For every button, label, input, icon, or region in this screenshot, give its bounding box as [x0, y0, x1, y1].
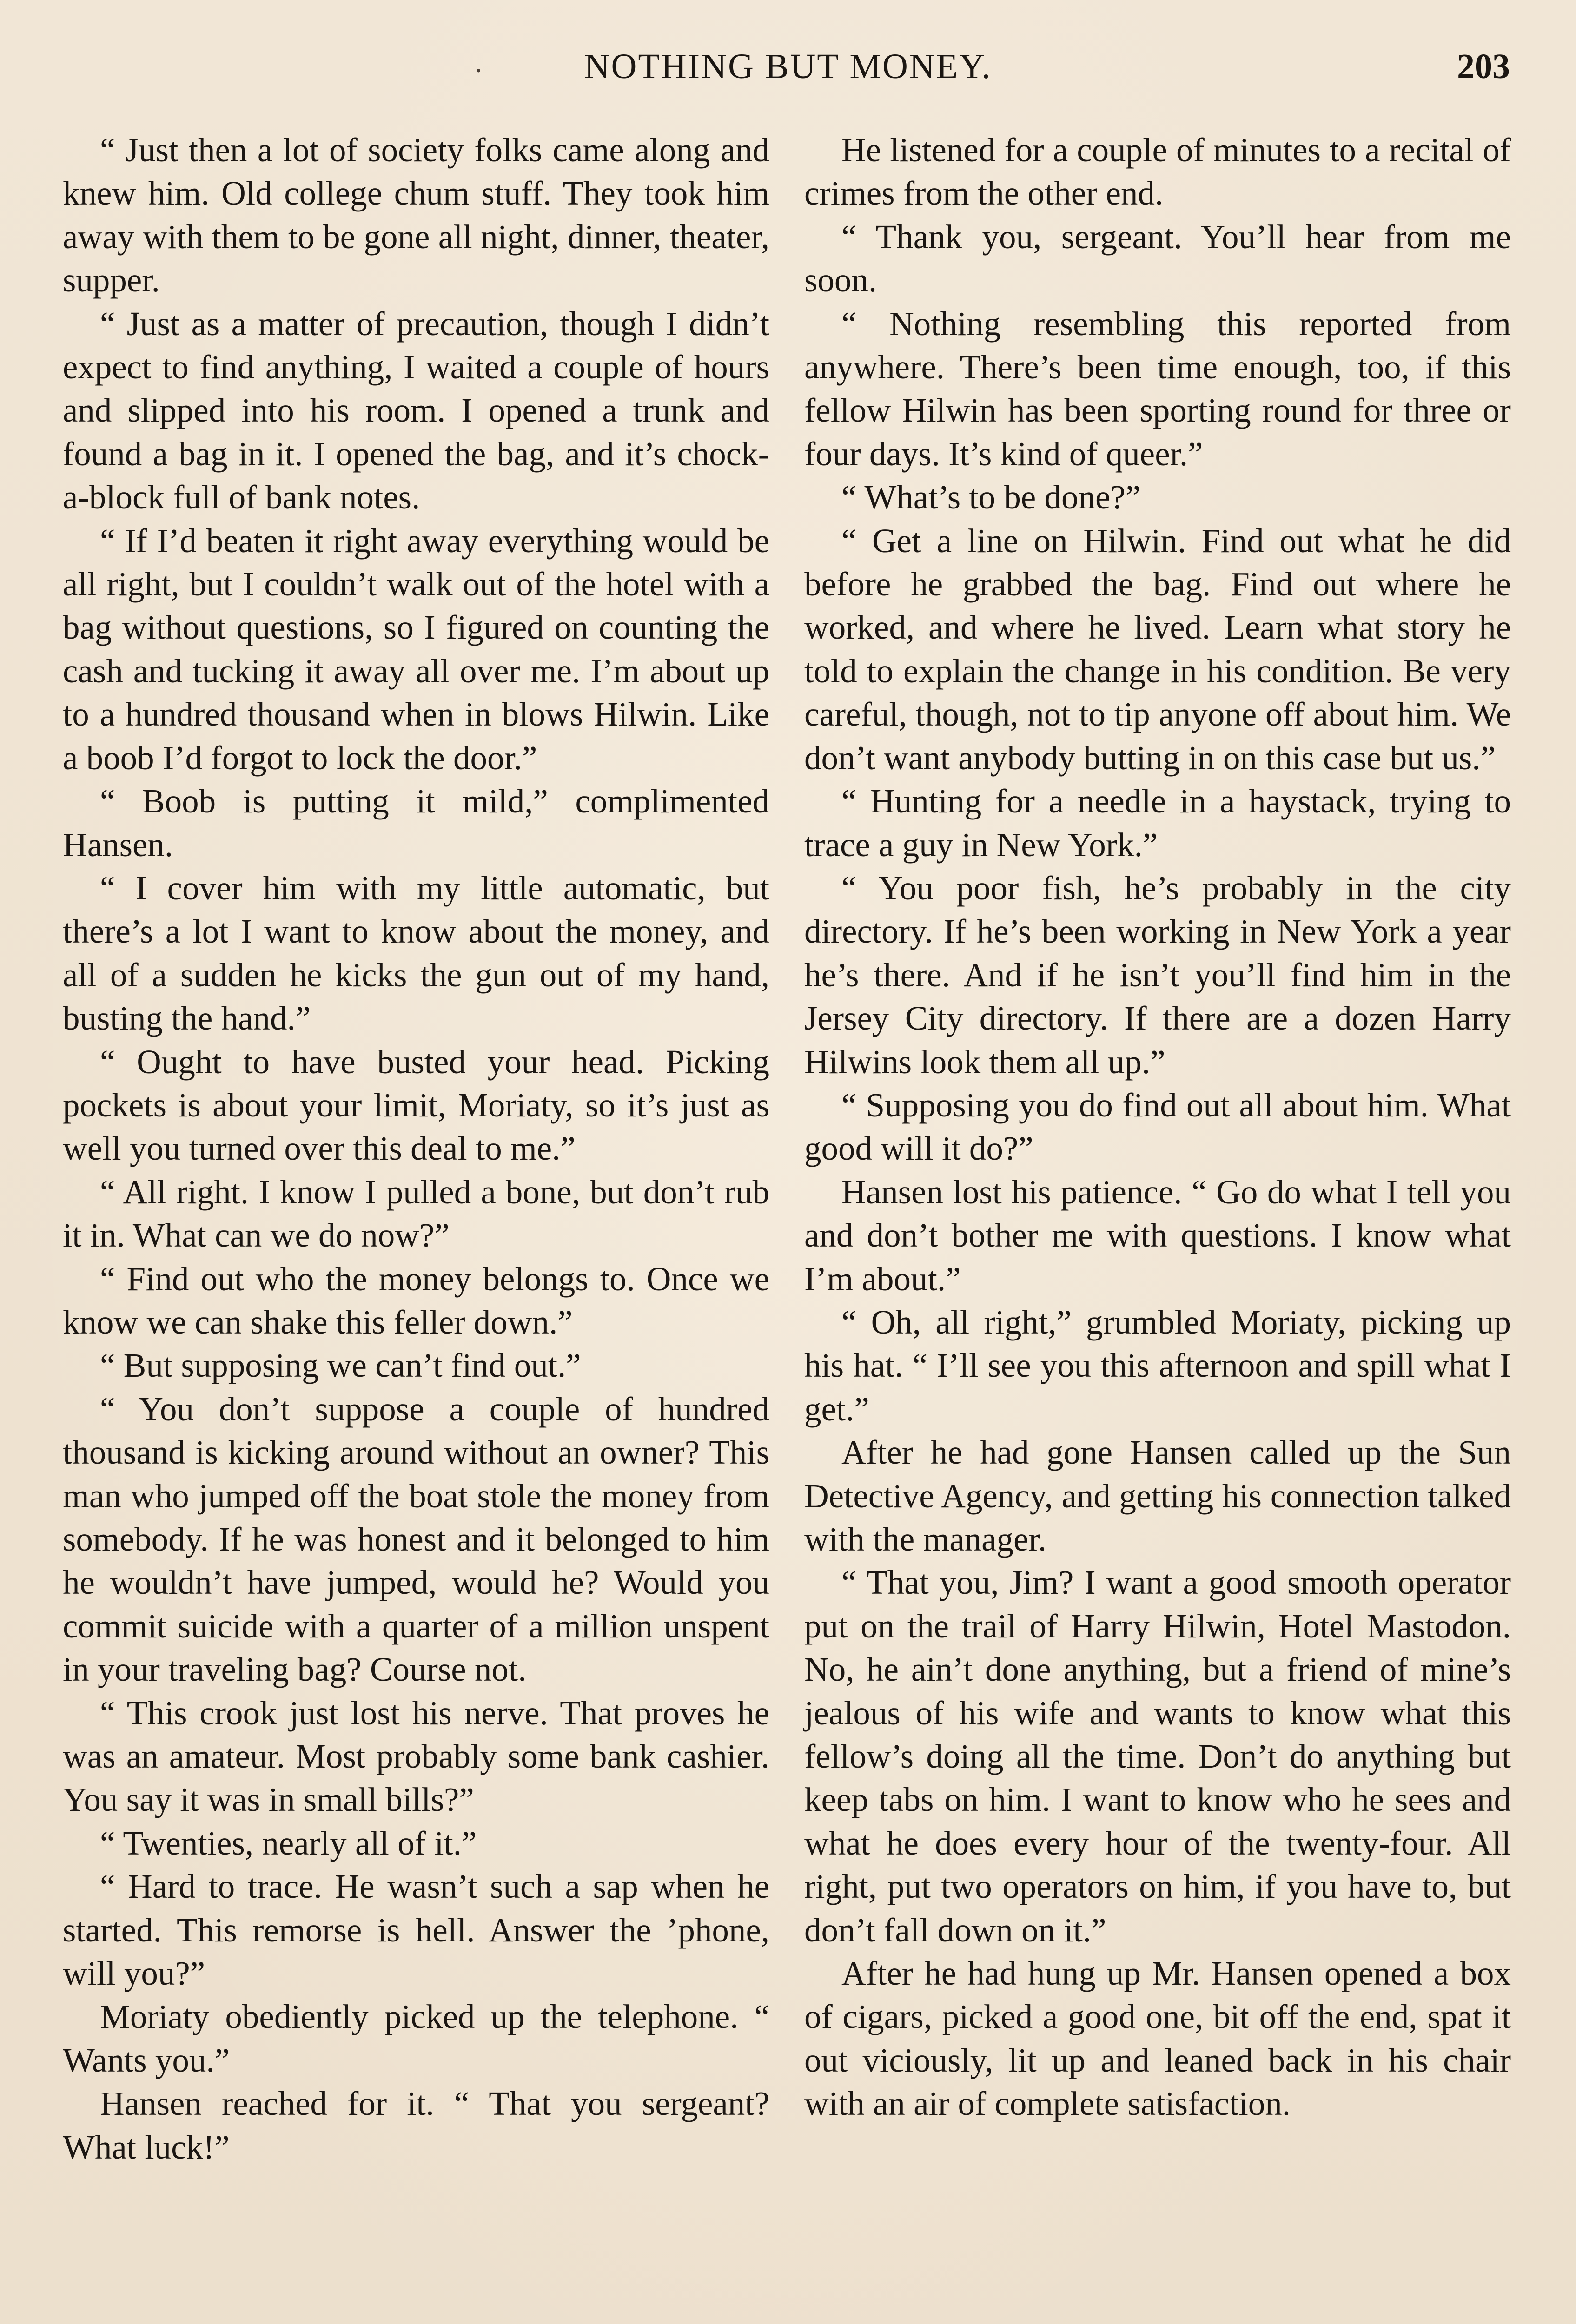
paragraph: “ But supposing we can’t find out.” [100, 1347, 581, 1385]
header-mark: · [474, 55, 483, 86]
paragraph: “ Just as a matter of precaution, though I didn’t expect to find anything, I waited a couple of hours and slipped into his room. I opened a trunk and found a bag in it. I opened the bag, and it’s chock-a-block full of bank notes. [63, 304, 769, 516]
paragraph: Moriaty obediently picked up the telephone. “ Wants you.” [63, 1998, 769, 2079]
page-header [0, 46, 1576, 98]
paragraph: After he had hung up Mr. Hansen opened a box of cigars, picked a good one, bit off the end, spat it out viciously, lit up and leaned back in his chair with an air of complete satisfaction. [804, 1954, 1511, 2123]
paragraph: “ I cover him with my little automatic, but there’s a lot I want to know about the money, and all of a sudden he kicks the gun out of my hand, busting the hand.” [63, 869, 769, 1037]
page-number: 203 [1457, 47, 1510, 86]
paragraph: “ Hard to trace. He wasn’t such a sap when he started. This remorse is hell. Answer the ’phone, will you?” [63, 1868, 769, 1993]
paragraph: He listened for a couple of minutes to a recital of crimes from the other end. [804, 131, 1511, 212]
paragraph: “ Nothing resembling this reported from anywhere. There’s been time enough, too, if this fellow Hilwin has been sporting round for three or four days. It’s kind of queer.” [804, 304, 1511, 473]
paragraph: Hansen lost his patience. “ Go do what I tell you and don’t bother me with questions. I know what I’m about.” [804, 1173, 1511, 1298]
running-title: NOTHING BUT MONEY. [584, 47, 992, 86]
paragraph: “ This crook just lost his nerve. That proves he was an amateur. Most probably some bank cashier. You say it was in small bills?” [63, 1694, 769, 1819]
paragraph: After he had gone Hansen called up the Sun Detective Agency, and getting his connection talked with the manager. [804, 1433, 1511, 1558]
paragraph: “ All right. I know I pulled a bone, but don’t rub it in. What can we do now?” [63, 1173, 769, 1254]
paragraph: “ Thank you, sergeant. You’ll hear from me soon. [804, 218, 1511, 299]
paragraph: “ What’s to be done?” [841, 478, 1141, 516]
paragraph: “ Ought to have busted your head. Picking pockets is about your limit, Moriaty, so it’s just as well you turned over this deal to me.” [63, 1043, 769, 1168]
paragraph: “ You don’t suppose a couple of hundred thousand is kicking around without an owner? This man who jumped off the boat stole the money from somebody. If he was honest and it belonged to him he wouldn’t have jumped, would he? Would you commit suicide with a quarter of a million unspent in your traveling bag? Course not. [63, 1390, 769, 1689]
paragraph: “ Boob is putting it mild,” complimented Hansen. [63, 782, 769, 864]
paragraph: “ If I’d beaten it right away everything would be all right, but I couldn’t walk out of the hotel with a bag without questions, so I figured on counting the cash and tucking it away all over me. I’m about up to a hundred thousand when in blows Hilwin. Like a boob I’d forgot to lock the door.” [63, 522, 769, 777]
right-column [804, 128, 1511, 2126]
paragraph: Hansen reached for it. “ That you sergeant? What luck!” [63, 2085, 769, 2166]
paragraph: “ Get a line on Hilwin. Find out what he did before he grabbed the bag. Find out where he worked, and where he lived. Learn what story he told to explain the change in his condition. Be very careful, though, not to tip anyone off about him. We don’t want anybody butting in on this case but us.” [804, 522, 1511, 777]
paragraph: “ Oh, all right,” grumbled Moriaty, picking up his hat. “ I’ll see you this afternoon and spill what I get.” [804, 1303, 1511, 1428]
paragraph: “ Find out who the money belongs to. Once we know we can shake this feller down.” [63, 1260, 769, 1341]
paragraph: “ Twenties, nearly all of it.” [100, 1824, 477, 1862]
left-column [63, 128, 769, 2169]
paragraph: “ You poor fish, he’s probably in the city directory. If he’s been working in New York a year he’s there. And if he isn’t you’ll find him in the Jersey City directory. If there are a dozen Harry Hilwins look them all up.” [804, 869, 1511, 1081]
paragraph: “ Hunting for a needle in a haystack, trying to trace a guy in New York.” [804, 782, 1511, 864]
paragraph: “ Just then a lot of society folks came along and knew him. Old college chum stuff. They took him away with them to be gone all night, dinner, theater, supper. [63, 131, 769, 299]
paragraph: “ That you, Jim? I want a good smooth operator put on the trail of Harry Hilwin, Hotel Mastodon. No, he ain’t done anything, but a friend of mine’s jealous of his wife and wants to know what this fellow’s doing all the time. Don’t do anything but keep tabs on him. I want to know who he sees and what he does every hour of the twenty-four. All right, put two operators on him, if you have to, but don’t fall down on it.” [804, 1564, 1511, 1949]
paragraph: “ Supposing you do find out all about him. What good will it do?” [804, 1086, 1511, 1168]
